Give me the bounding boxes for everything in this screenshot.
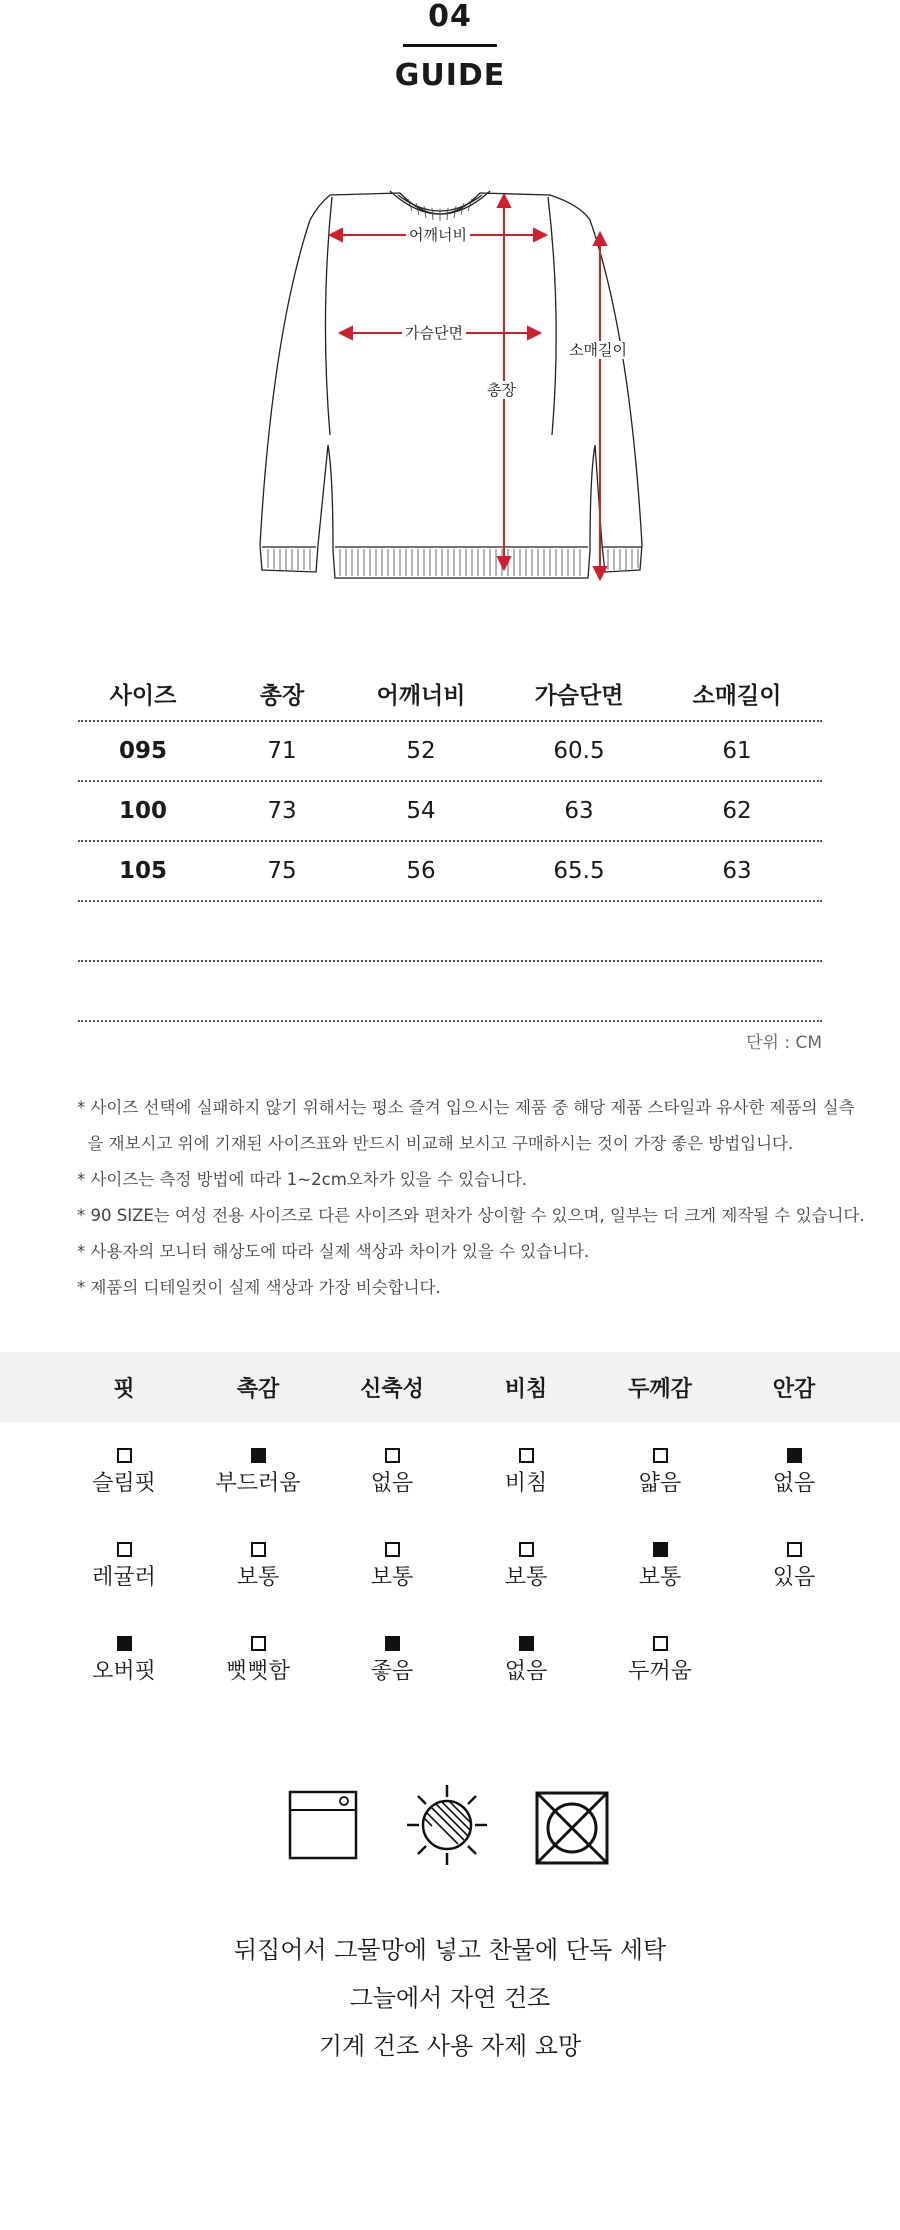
cell-chest: 60.5	[553, 738, 605, 764]
cell-length: 73	[267, 798, 297, 824]
note-line: * 사용자의 모니터 해상도에 따라 실제 색상과 차이가 있을 수 있습니다.	[77, 1242, 590, 1261]
no-machine-dry-icon	[534, 1790, 610, 1866]
option-label: 보통	[504, 1565, 548, 1590]
option-item	[191, 1636, 325, 1704]
label-sleeve: 소매길이	[566, 341, 630, 359]
attribute-header	[0, 1352, 900, 1422]
option-label: 좋음	[370, 1659, 414, 1684]
attribute-row	[57, 1610, 861, 1704]
section-number: 04	[428, 0, 472, 34]
option-label: 뻣뻣함	[226, 1659, 290, 1684]
option-item	[57, 1636, 191, 1704]
option-item	[57, 1542, 191, 1610]
label-chest: 가슴단면	[402, 324, 466, 342]
option-label: 얇음	[638, 1471, 682, 1496]
note-line: * 사이즈 선택에 실패하지 않기 위해서는 평소 즐겨 입으시는 제품 중 해당 제품 스타일과 유사한 제품의 실측	[77, 1098, 855, 1117]
note-line: * 사이즈는 측정 방법에 따라 1~2cm오차가 있을 수 있습니다.	[77, 1170, 528, 1189]
checkbox-icon	[519, 1448, 534, 1463]
header-size: 사이즈	[109, 683, 177, 709]
checkbox-icon	[117, 1636, 132, 1651]
option-item	[593, 1448, 727, 1516]
checkbox-icon	[385, 1636, 400, 1651]
option-label: 레귤러	[92, 1565, 156, 1590]
checkbox-icon	[117, 1448, 132, 1463]
cell-sleeve: 63	[722, 858, 752, 884]
header-sleeve: 소매길이	[692, 683, 782, 709]
checkbox-icon	[385, 1542, 400, 1557]
cell-length: 71	[267, 738, 297, 764]
option-item	[325, 1448, 459, 1516]
option-label: 없음	[504, 1659, 548, 1684]
table-row	[78, 722, 822, 782]
cell-shoulder: 52	[406, 738, 436, 764]
checkbox-icon	[653, 1542, 668, 1557]
option-item	[325, 1542, 459, 1610]
label-shoulder: 어깨너비	[406, 226, 470, 244]
attribute-grid	[57, 1422, 861, 1704]
option-label: 보통	[370, 1565, 414, 1590]
option-label: 오버핏	[92, 1659, 156, 1684]
table-row-empty	[78, 902, 822, 962]
note-line: * 90 SIZE는 여성 전용 사이즈로 다른 사이즈와 편차가 상이할 수 있으며, 일부는 더 크게 제작될 수 있습니다.	[77, 1206, 865, 1225]
checkbox-icon	[251, 1636, 266, 1651]
header-divider	[403, 44, 497, 47]
cell-size: 105	[118, 858, 167, 884]
checkbox-icon	[385, 1448, 400, 1463]
option-label: 보통	[638, 1565, 682, 1590]
header-texture: 촉감	[236, 1376, 280, 1402]
cell-sleeve: 62	[722, 798, 752, 824]
option-item	[325, 1636, 459, 1704]
care-line: 그늘에서 자연 건조	[349, 1984, 551, 2012]
checkbox-icon	[117, 1542, 132, 1557]
option-label: 슬림핏	[92, 1471, 156, 1496]
cell-size: 100	[118, 798, 167, 824]
checkbox-icon	[787, 1448, 802, 1463]
header-chest: 가슴단면	[534, 683, 624, 709]
size-table	[78, 672, 822, 1022]
option-item	[459, 1542, 593, 1610]
header-sheer: 비침	[504, 1376, 548, 1402]
size-table-header	[78, 672, 822, 722]
unit-label: 단위 : CM	[746, 1033, 822, 1053]
option-label: 비침	[504, 1471, 548, 1496]
option-label: 두꺼움	[628, 1659, 692, 1684]
size-measurement-diagram	[250, 175, 650, 595]
tumble-dry-icon	[288, 1790, 358, 1860]
option-item	[593, 1636, 727, 1704]
size-notes	[77, 1090, 877, 1306]
table-row	[78, 782, 822, 842]
cell-size: 095	[118, 738, 167, 764]
checkbox-icon	[653, 1636, 668, 1651]
attribute-row	[57, 1516, 861, 1610]
section-title: GUIDE	[394, 58, 506, 93]
cell-shoulder: 54	[406, 798, 436, 824]
header-stretch: 신축성	[360, 1376, 424, 1402]
checkbox-icon	[251, 1542, 266, 1557]
table-row-empty	[78, 962, 822, 1022]
option-label: 부드러움	[215, 1471, 301, 1496]
care-line: 뒤집어서 그물망에 넣고 찬물에 단독 세탁	[233, 1936, 667, 1964]
cell-length: 75	[267, 858, 297, 884]
note-line: * 제품의 디테일컷이 실제 색상과 가장 비슷합니다.	[77, 1278, 441, 1297]
option-label: 있음	[772, 1565, 816, 1590]
option-item	[593, 1542, 727, 1610]
attribute-row	[57, 1422, 861, 1516]
care-instructions	[0, 1926, 900, 2070]
checkbox-icon	[787, 1542, 802, 1557]
checkbox-icon	[251, 1448, 266, 1463]
care-icons	[0, 1790, 900, 1890]
header-shoulder: 어깨너비	[376, 683, 466, 709]
option-item	[191, 1542, 325, 1610]
option-label: 없음	[370, 1471, 414, 1496]
header-fit: 핏	[113, 1376, 135, 1402]
option-item	[191, 1448, 325, 1516]
table-row	[78, 842, 822, 902]
option-item	[727, 1448, 861, 1516]
option-item	[57, 1448, 191, 1516]
option-label: 없음	[772, 1471, 816, 1496]
header-thickness: 두께감	[628, 1376, 692, 1402]
note-line: 을 재보시고 위에 기재된 사이즈표와 반드시 비교해 보시고 구매하시는 것이 가장 좋은 방법입니다.	[77, 1134, 794, 1153]
option-label: 보통	[236, 1565, 280, 1590]
checkbox-icon	[519, 1542, 534, 1557]
care-line: 기계 건조 사용 자제 요망	[318, 2032, 582, 2060]
cell-chest: 65.5	[553, 858, 605, 884]
cell-shoulder: 56	[406, 858, 436, 884]
option-item	[459, 1636, 593, 1704]
checkbox-icon	[519, 1636, 534, 1651]
cell-sleeve: 61	[722, 738, 752, 764]
option-item	[459, 1448, 593, 1516]
checkbox-icon	[653, 1448, 668, 1463]
header-lining: 안감	[772, 1376, 816, 1402]
label-length: 총장	[484, 381, 519, 399]
option-item	[727, 1542, 861, 1610]
cell-chest: 63	[564, 798, 594, 824]
shade-dry-icon	[402, 1780, 492, 1870]
header-length: 총장	[259, 683, 305, 709]
